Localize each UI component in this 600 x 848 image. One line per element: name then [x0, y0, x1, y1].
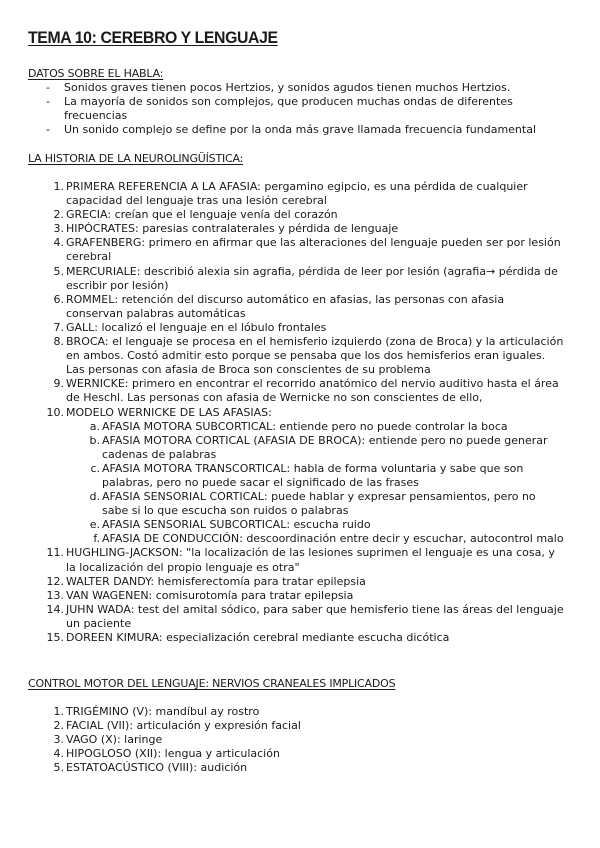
sub-list-item: a. AFASIA MOTORA SUBCORTICAL: entiende pero no puede controlar la boca [89, 419, 508, 433]
list-item: - Un sonido complejo se define por la onda más grave llamada frecuencia fundamental [46, 123, 537, 137]
heading-historia: LA HISTORIA DE LA NEUROLINGÜÍSTICA: [28, 152, 244, 165]
list-item: 15. DOREEN KIMURA: especialización cerebral mediante escucha dicótica [46, 631, 450, 644]
list-item: 5. MERCURIALE: describió alexia sin agrafia, pérdida de leer por lesión (agrafia→ pérdida de escribir por lesión) [53, 264, 558, 292]
list-item: 3. VAGO (X): laringe [53, 733, 163, 747]
list-item: 2. GRECIA: creían que el lenguaje venía del corazón [53, 208, 338, 222]
list-item: 4. GRAFENBERG: primero en afirmar que las alteraciones del lenguaje pueden ser por lesión cerebral [53, 236, 561, 264]
sub-list-item: e. AFASIA SENSORIAL SUBCORTICAL: escucha ruido [89, 518, 371, 532]
list-item: 6. ROMMEL: retención del discurso automático en afasias, las personas con afasia conservan palabras automáticas [53, 292, 505, 320]
list-item: - Sonidos graves tienen pocos Hertzios, y sonidos agudos tienen muchos Hertzios. [46, 81, 511, 94]
wernicke-subitems [44, 420, 564, 547]
list-item: 1. TRIGÉMINO (V): mandíbul ay rostro [53, 705, 260, 718]
sub-list-item: d. AFASIA SENSORIAL CORTICAL: puede hablar y expresar pensamientos, pero no sabe si lo que escucha son ruidos o palabras [89, 490, 536, 518]
heading-datos-habla: DATOS SOBRE EL HABLA: [28, 67, 164, 80]
document-title: TEMA 10: CEREBRO Y LENGUAJE [28, 28, 278, 47]
list-item: 13. VAN WAGENEN: comisurotomía para tratar epilepsia [46, 588, 354, 602]
list-item: 9. WERNICKE: primero en encontrar el recorrido anatómico del nervio auditivo hasta el área de Heschl. Las personas con afasia de Wernicke no son conscientes de ello, [53, 377, 559, 405]
control-list [44, 705, 564, 775]
list-item: 11. HUGHLING-JACKSON: "la localización de las lesiones suprimen el lenguaje es una cosa, y la localización del propio lenguaje es otra" [46, 546, 555, 574]
list-item: - La mayoría de sonidos son complejos, que producen muchas ondas de diferentes frecuencias [46, 95, 513, 123]
sub-list-item: c. AFASIA MOTORA TRANSCORTICAL: habla de forma voluntaria y sabe que son palabras, pero no puede sacar el significado de las frases [90, 461, 524, 489]
list-item: 8. BROCA: el lenguaje se procesa en el hemisferio izquierdo (zona de Broca) y la articulación en ambos. Costó admitir esto porque se pensaba que los dos hemisferios eran iguales. Las personas con afasia de Broca son conscientes de su problema [53, 335, 564, 377]
list-item: 10. MODELO WERNICKE DE LAS AFASIAS: a. AFASIA MOTORA SUBCORTICAL: entiende pero no puede controlar la boca b. AFASIA MOTORA CORTICAL (AFASIA DE BROCA): entiende pero no puede generar cadenas de palabras c. AFASIA MOTORA TRANSCORTICAL: habla de forma voluntaria y sabe que son palabras, pero no puede sacar el significado de las frases d. AFASIA SENSORIAL CORTICAL: puede hablar y expresar pensamientos, pero no sabe si lo que escucha son ruidos o palabras e. AFASIA SENSORIAL SUBCORTICAL: escucha ruido f. AFASIA DE CONDUCCIÓN: descoordinación entre decir y escuchar, autocontrol malo [44, 406, 564, 547]
list-item: 5. ESTATOACÚSTICO (VIII): audición [53, 761, 248, 775]
habla-list [46, 81, 566, 137]
list-item: 2. FACIAL (VII): articulación y expresión facial [53, 719, 301, 733]
list-item: 14. JUHN WADA: test del amital sódico, para saber que hemisferio tiene las áreas del lenguaje un paciente [46, 602, 564, 630]
list-item: 7. GALL: localizó el lenguaje en el lóbulo frontales [53, 320, 327, 334]
list-item: 4. HIPOGLOSO (XII): lengua y articulación [53, 747, 280, 761]
sub-list-item: b. AFASIA MOTORA CORTICAL (AFASIA DE BROCA): entiende pero no puede generar cadenas de palabras [89, 433, 548, 461]
list-item: 1. PRIMERA REFERENCIA A LA AFASIA: pergamino egipcio, es una pérdida de cualquier capacidad del lenguaje tras una lesión cerebral [53, 180, 528, 208]
list-item: 12. WALTER DANDY: hemisferectomía para tratar epilepsia [46, 574, 366, 588]
sub-list-item: f. AFASIA DE CONDUCCIÓN: descoordinación entre decir y escuchar, autocontrol malo [93, 532, 564, 546]
historia-list [44, 180, 564, 645]
heading-control-motor: CONTROL MOTOR DEL LENGUAJE: NERVIOS CRANEALES IMPLICADOS [28, 677, 396, 690]
list-item: 3. HIPÓCRATES: paresias contralaterales y pérdida de lenguaje [53, 222, 399, 236]
